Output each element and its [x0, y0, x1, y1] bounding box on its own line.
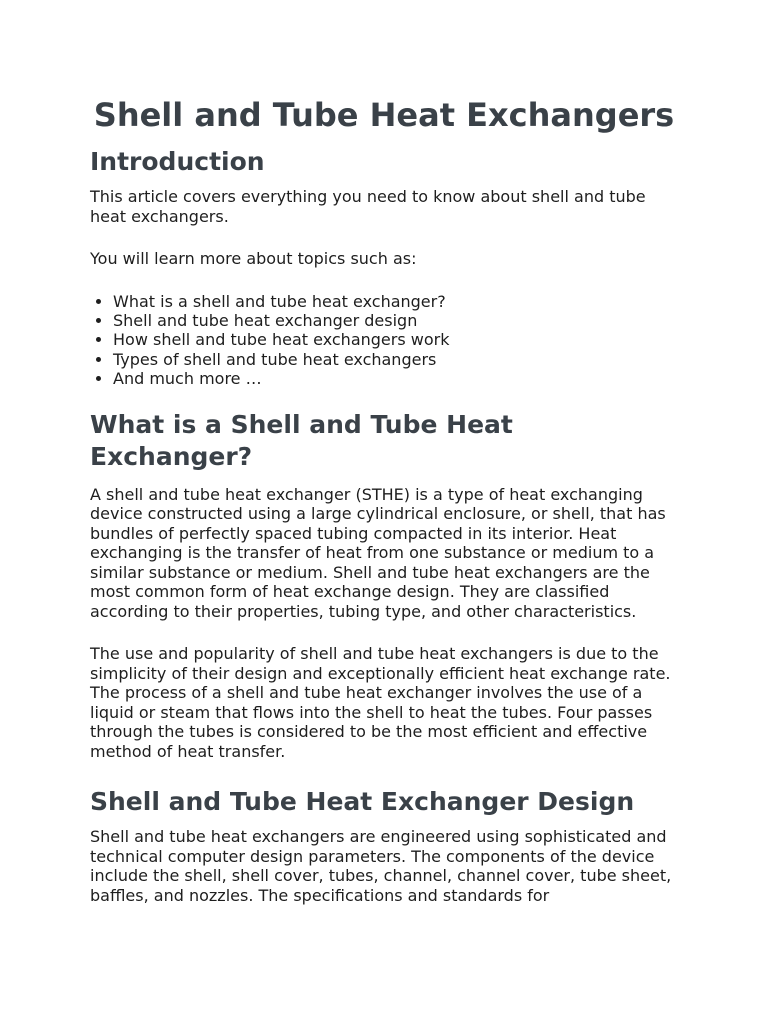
design-heading: Shell and Tube Heat Exchanger Design	[90, 787, 635, 817]
introduction-heading: Introduction	[90, 147, 265, 176]
page-title: Shell and Tube Heat Exchangers	[93, 96, 675, 134]
what-is-heading: What is a Shell and Tube Heat Exchanger?	[90, 409, 513, 471]
what-is-paragraph-2: The use and popularity of shell and tube heat exchangers is due to the simplicity of their design and exceptionally efficient heat exchange rate. The process of a shell and tube heat exchanger involves the use of a liquid or steam that flows into the shell to heat the tubes. Four passes through the tubes is considered to be the most efficient and effective method of heat transfer.	[90, 644, 671, 761]
design-paragraph-1: Shell and tube heat exchangers are engineered using sophisticated and technical computer design parameters. The components of the device include the shell, shell cover, tubes, channel, channel cover, tube sheet, baffles, and nozzles. The specifications and standards for	[90, 827, 672, 905]
list-item: • How shell and tube heat exchangers work	[113, 330, 678, 349]
topics-intro-paragraph: You will learn more about topics such as:	[90, 249, 417, 268]
list-item: • Shell and tube heat exchanger design	[113, 311, 678, 330]
list-item: • What is a shell and tube heat exchanger?	[113, 292, 678, 311]
introduction-paragraph: This article covers everything you need to know about shell and tube heat exchangers.	[90, 187, 646, 226]
topics-list	[90, 292, 678, 389]
what-is-paragraph-1: A shell and tube heat exchanger (STHE) is a type of heat exchanging device constructed using a large cylindrical enclosure, or shell, that has bundles of perfectly spaced tubing compacted in its interior. Heat exchanging is the transfer of heat from one substance or medium to a similar substance or medium. Shell and tube heat exchangers are the most common form of heat exchange design. They are classified according to their properties, tubing type, and other characteristics.	[90, 484, 666, 621]
list-item: • Types of shell and tube heat exchangers	[113, 350, 678, 369]
list-item: • And much more …	[113, 369, 678, 388]
